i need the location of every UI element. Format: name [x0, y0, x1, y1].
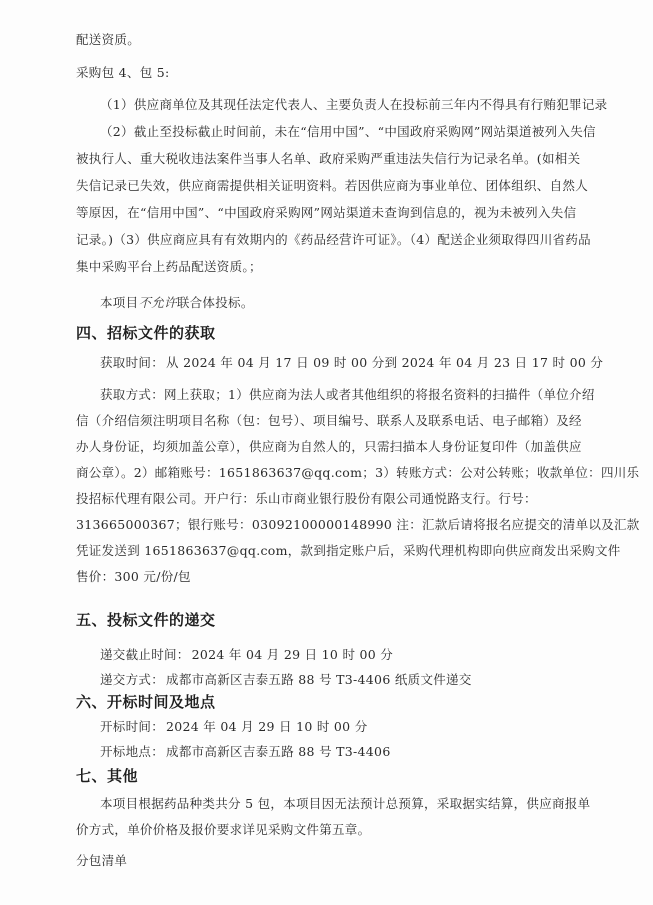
section-4-title: 四、招标文件的获取	[76, 324, 216, 342]
sec4-method-line-3: 办人身份证，均须加盖公章），供应商为自然人的，只需扫描本人身份证复印件（加盖供应	[76, 439, 582, 454]
sec4-time-label: 获取时间：	[100, 355, 165, 370]
package-heading: 采购包 4、包 5:	[76, 65, 170, 80]
sec4-price: 售价：300 元/份/包	[76, 569, 191, 584]
sec7-line-1: 本项目根据药品种类共分 5 包，本项目因无法预计总预算，采取据实结算，供应商报单	[100, 796, 591, 811]
sec6-time-value: 2024 年 04 月 29 日 10 时 00 分	[166, 719, 368, 734]
sec4-method-line-4: 商公章）。2）邮箱账号：1651863637@qq.com；3）转账方式：公对公转账；收款单位：四川乐	[76, 465, 640, 480]
intro-line-7: 等原因，在“信用中国”、“中国政府采购网”网站渠道未查询到信息的，视为未被列入失信	[76, 205, 577, 220]
sec5-deadline-label: 递交截止时间：	[100, 647, 190, 662]
consortium-prefix: 本项目	[100, 295, 139, 310]
package-list-label: 分包清单	[76, 853, 128, 868]
sec4-method-line-2: 信（介绍信须注明项目名称（包：包号）、项目编号、联系人及联系电话、电子邮箱）及经	[76, 413, 582, 428]
sec4-time	[100, 354, 603, 372]
intro-line-5: 被执行人、重大税收违法案件当事人名单、政府采购严重违法失信行为记录名单。(如相关	[76, 151, 581, 166]
consortium-note	[100, 294, 254, 312]
sec4-method-line-1: 获取方式：网上获取；1）供应商为法人或者其他组织的将报名资料的扫描件（单位介绍	[100, 387, 595, 402]
sec4-time-value: 从 2024 年 04 月 17 日 09 时 00 分到 2024 年 04 月 23 日 17 时 00 分	[166, 355, 604, 370]
intro-line-8: 记录。)（3）供应商应具有有效期内的《药品经营许可证》。（4）配送企业须取得四川省药品	[76, 232, 591, 247]
intro-line-6: 失信记录已失效，供应商需提供相关证明资料。若因供应商为事业单位、团体组织、自然人	[76, 178, 589, 193]
sec4-method-line-5: 投招标代理有限公司。开户行：乐山市商业银行股份有限公司通悦路支行。行号：	[76, 491, 537, 506]
section-7-title: 七、其他	[76, 767, 139, 785]
sec7-line-2: 价方式，单价价格及报价要求详见采购文件第五章。	[76, 822, 371, 837]
sec4-method-line-7: 凭证发送到 1651863637@qq.com，款到指定账户后，采购代理机构即向供应商发出采购文件	[76, 543, 621, 558]
consortium-italic: 不允许	[138, 295, 177, 310]
consortium-suffix: 联合体投标。	[176, 295, 254, 310]
sec5-place-label: 递交方式：	[100, 672, 165, 687]
sec5-place	[100, 671, 472, 689]
intro-line-9: 集中采购平台上药品配送资质。；	[76, 259, 262, 274]
sec6-place-value: 成都市高新区吉泰五路 88 号 T3-4406	[166, 744, 391, 759]
section-5-title: 五、投标文件的递交	[76, 611, 216, 629]
sec6-time-label: 开标时间：	[100, 719, 165, 734]
intro-line-1: 配送资质。	[76, 32, 141, 47]
sec4-method-line-6: 313665000367；银行账号：03092100000148990 注：汇款后请将报名应提交的清单以及汇款	[76, 517, 640, 532]
sec6-place-label: 开标地点：	[100, 744, 165, 759]
sec6-place	[100, 743, 391, 761]
sec5-deadline	[100, 646, 393, 664]
intro-clause-1: （1）供应商单位及其现任法定代表人、主要负责人在投标前三年内不得具有行贿犯罪记录	[100, 97, 608, 112]
sec5-deadline-value: 2024 年 04 月 29 日 10 时 00 分	[191, 647, 394, 662]
sec5-place-value: 成都市高新区吉泰五路 88 号 T3-4406 纸质文件递交	[166, 672, 472, 687]
section-6-title: 六、开标时间及地点	[76, 693, 216, 711]
sec6-time	[100, 718, 368, 736]
intro-clause-2: （2）截止至投标截止时间前，未在“信用中国”、“中国政府采购网”网站渠道被列入失信	[100, 124, 596, 139]
